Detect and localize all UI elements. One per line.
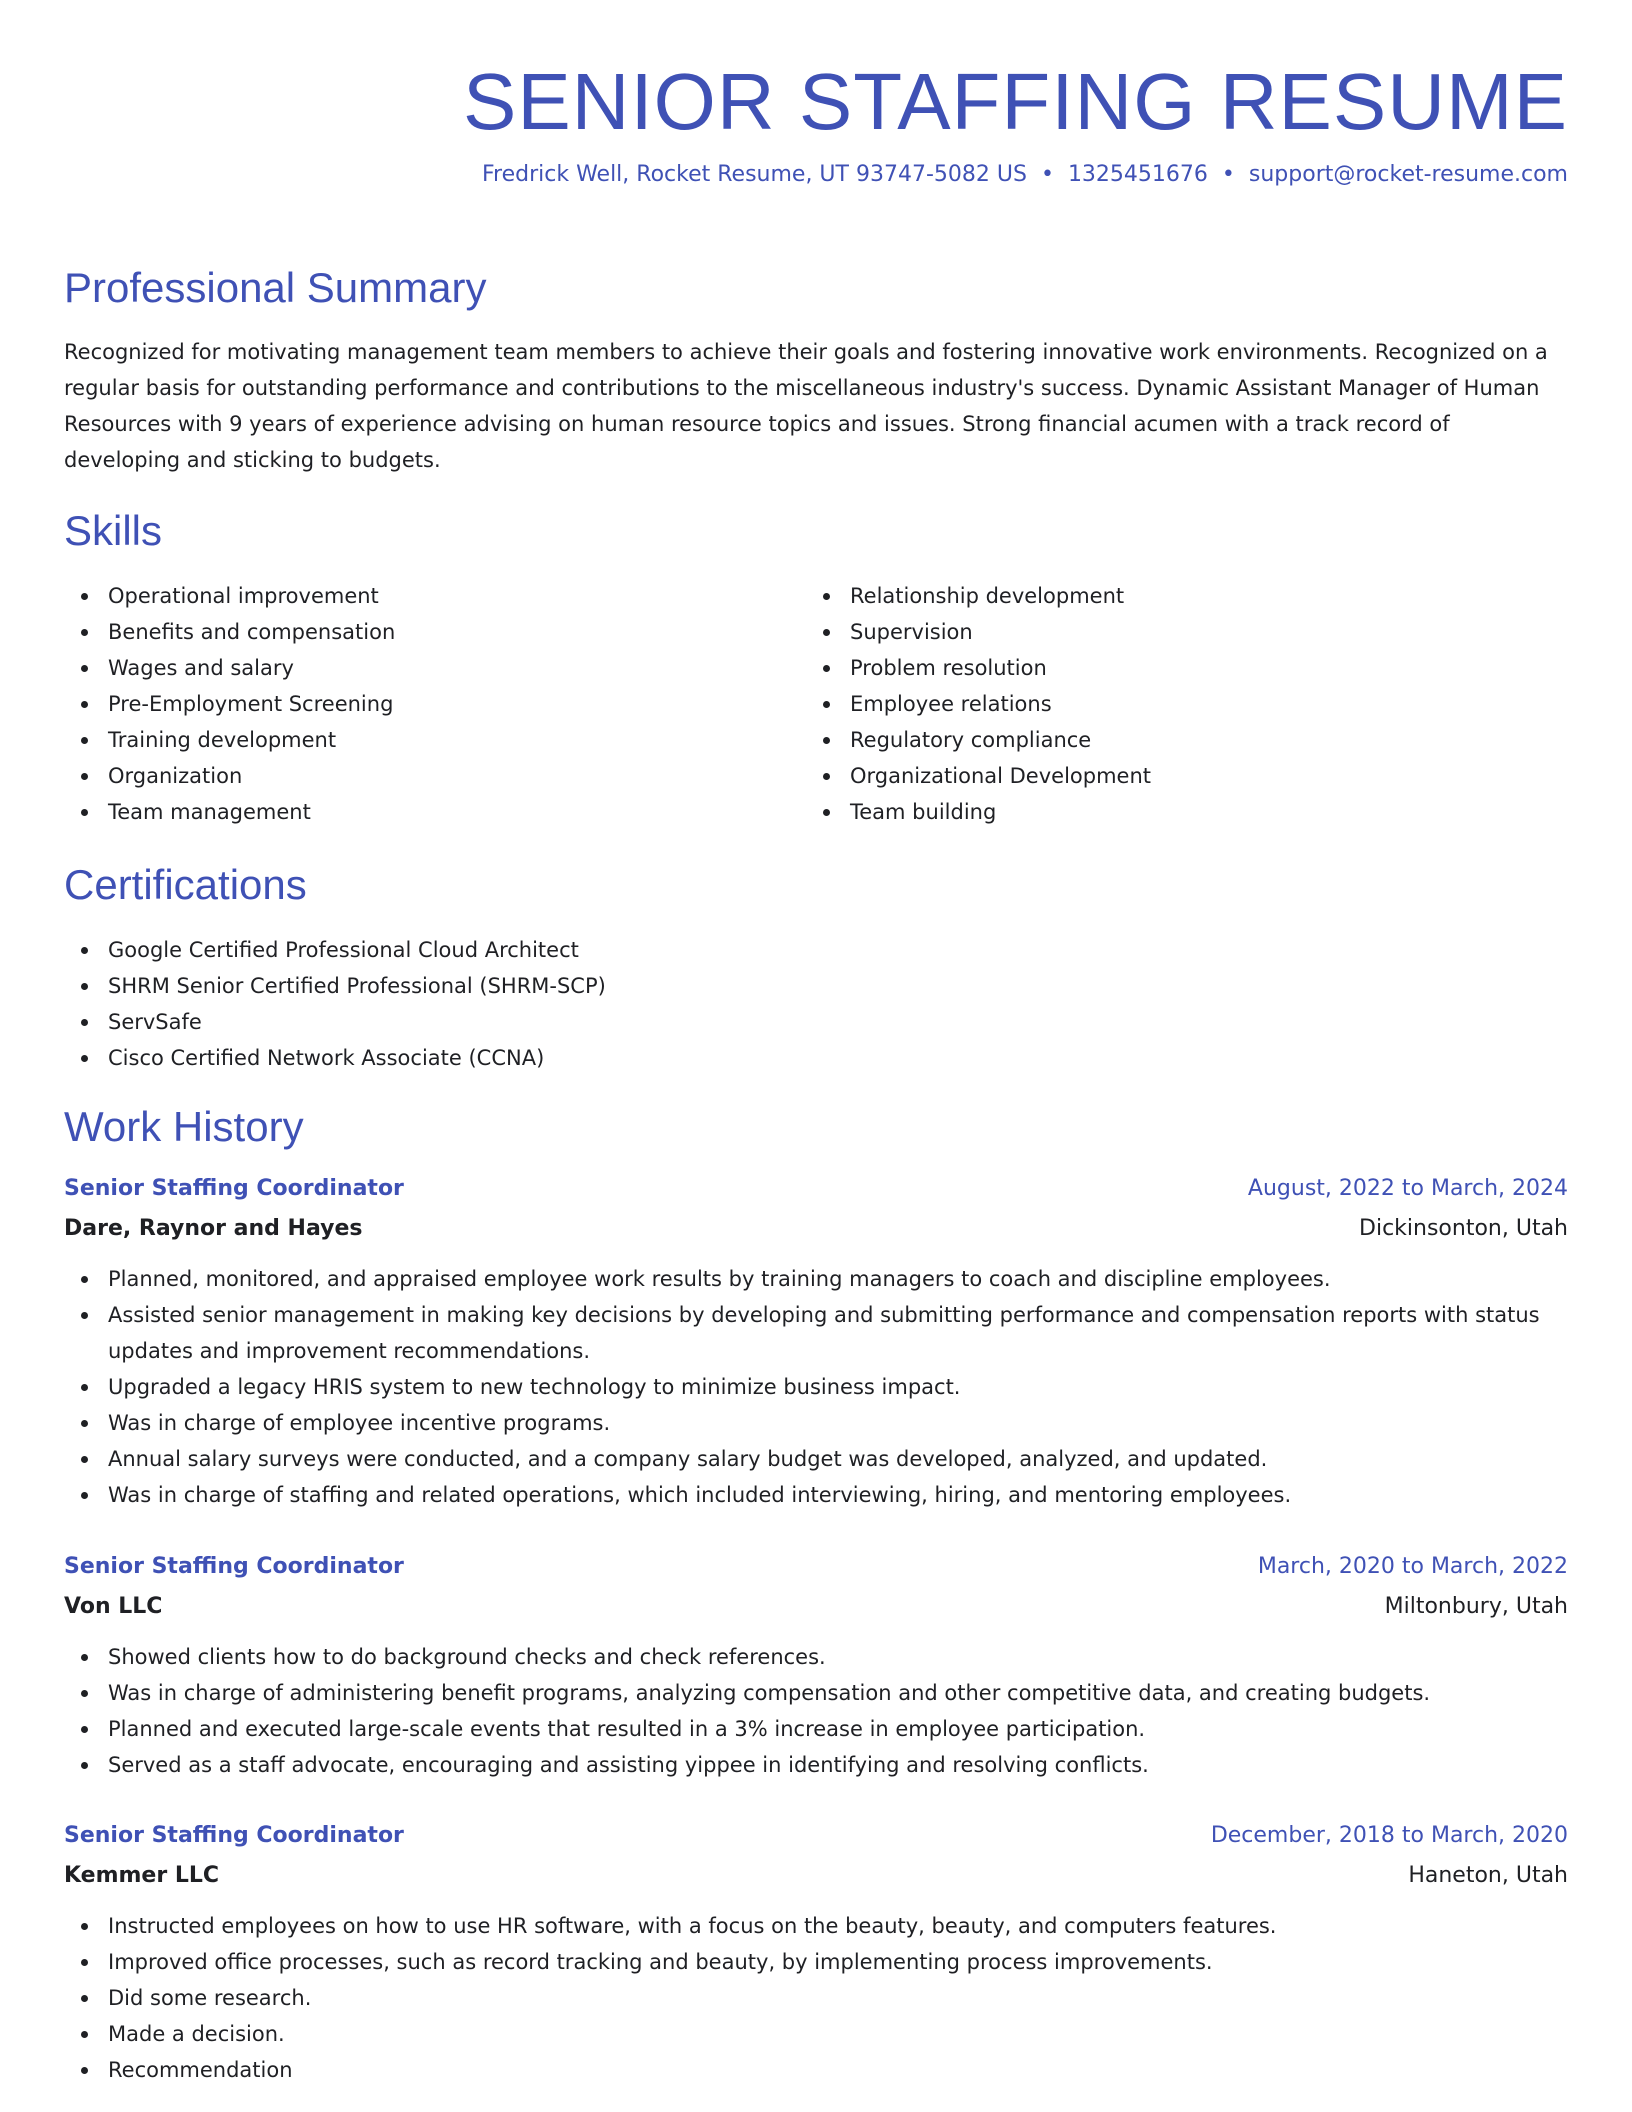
job-title: Senior Staffing Coordinator	[64, 1823, 404, 1848]
contact-separator: •	[1040, 162, 1054, 187]
certification-item: SHRM Senior Certified Professional (SHRM-SCP)	[64, 968, 1568, 1004]
skills-heading: Skills	[64, 507, 163, 554]
job-entry	[64, 1816, 1568, 2088]
job-bullet: Planned, monitored, and appraised employee work results by training managers to coach and discipline employees.	[64, 1261, 1568, 1297]
skills-column-right	[806, 578, 1548, 830]
skill-item: Problem resolution	[806, 650, 1548, 686]
skill-item: Relationship development	[806, 578, 1548, 614]
contact-phone: 1325451676	[1067, 162, 1208, 187]
work-history-heading: Work History	[64, 1103, 304, 1150]
skill-item: Operational improvement	[64, 578, 806, 614]
job-bullet: Made a decision.	[64, 2016, 1568, 2052]
skill-item: Organizational Development	[806, 758, 1548, 794]
job-bullet: Was in charge of staffing and related operations, which included interviewing, hiring, and mentoring employees.	[64, 1477, 1568, 1513]
job-bullet: Showed clients how to do background checks and check references.	[64, 1639, 1568, 1675]
skill-item: Organization	[64, 758, 806, 794]
certification-item: ServSafe	[64, 1004, 1568, 1040]
contact-line	[482, 160, 1568, 190]
skill-item: Team building	[806, 794, 1548, 830]
certifications-list	[64, 932, 1568, 1076]
job-bullets	[64, 1639, 1568, 1783]
job-dates: December, 2018 to March, 2020	[1210, 1823, 1568, 1848]
summary-heading: Professional Summary	[64, 264, 487, 311]
job-title: Senior Staffing Coordinator	[64, 1176, 404, 1201]
contact-separator: •	[1221, 162, 1235, 187]
skill-item: Employee relations	[806, 686, 1548, 722]
job-location: Haneton, Utah	[1408, 1863, 1568, 1888]
job-bullet: Improved office processes, such as record tracking and beauty, by implementing process improvements.	[64, 1944, 1568, 1980]
certification-item: Cisco Certified Network Associate (CCNA)	[64, 1040, 1568, 1076]
certification-item: Google Certified Professional Cloud Architect	[64, 932, 1568, 968]
job-company: Von LLC	[64, 1594, 163, 1619]
job-bullet: Annual salary surveys were conducted, and a company salary budget was developed, analyzed, and updated.	[64, 1441, 1568, 1477]
summary-text: Recognized for motivating management team members to achieve their goals and fostering innovative work environments. Recognized on a regular basis for outstanding performance and contributions to the miscellaneous industry's success. Dynamic Assistant Manager of Human Resources with 9 years of experience advising on human resource topics and issues. Strong financial acumen with a track record of developing and sticking to budgets.	[64, 340, 1548, 472]
job-company: Kemmer LLC	[64, 1863, 220, 1888]
job-bullet: Upgraded a legacy HRIS system to new technology to minimize business impact.	[64, 1369, 1568, 1405]
job-entry	[64, 1169, 1568, 1513]
job-entry	[64, 1547, 1568, 1783]
job-dates: August, 2022 to March, 2024	[1247, 1176, 1568, 1201]
job-bullet: Assisted senior management in making key decisions by developing and submitting performance and compensation reports with status updates and improvement recommendations.	[64, 1297, 1568, 1369]
skill-item: Training development	[64, 722, 806, 758]
skill-item: Team management	[64, 794, 806, 830]
job-bullet: Did some research.	[64, 1980, 1568, 2016]
skill-item: Wages and salary	[64, 650, 806, 686]
job-location: Dickinsonton, Utah	[1359, 1216, 1568, 1241]
job-bullets	[64, 1261, 1568, 1513]
job-bullets	[64, 1908, 1568, 2088]
resume-title: SENIOR STAFFING RESUME	[462, 57, 1568, 146]
job-company: Dare, Raynor and Hayes	[64, 1216, 363, 1241]
job-bullet: Served as a staff advocate, encouraging and assisting yippee in identifying and resolving conflicts.	[64, 1747, 1568, 1783]
skills-column-left	[64, 578, 806, 830]
job-title: Senior Staffing Coordinator	[64, 1554, 404, 1579]
skill-item: Regulatory compliance	[806, 722, 1548, 758]
certifications-heading: Certifications	[64, 861, 307, 908]
job-bullet: Was in charge of administering benefit programs, analyzing compensation and other competitive data, and creating budgets.	[64, 1675, 1568, 1711]
job-bullet: Instructed employees on how to use HR software, with a focus on the beauty, beauty, and computers features.	[64, 1908, 1568, 1944]
job-dates: March, 2020 to March, 2022	[1257, 1554, 1568, 1579]
skills-list	[64, 578, 1568, 830]
job-location: Miltonbury, Utah	[1384, 1594, 1568, 1619]
job-bullet: Was in charge of employee incentive programs.	[64, 1405, 1568, 1441]
job-bullet: Planned and executed large-scale events that resulted in a 3% increase in employee participation.	[64, 1711, 1568, 1747]
skill-item: Supervision	[806, 614, 1548, 650]
skill-item: Pre-Employment Screening	[64, 686, 806, 722]
job-bullet: Recommendation	[64, 2052, 1568, 2088]
contact-address: Fredrick Well, Rocket Resume, UT 93747-5082 US	[481, 162, 1027, 187]
skill-item: Benefits and compensation	[64, 614, 806, 650]
contact-email: support@rocket-resume.com	[1248, 162, 1568, 187]
